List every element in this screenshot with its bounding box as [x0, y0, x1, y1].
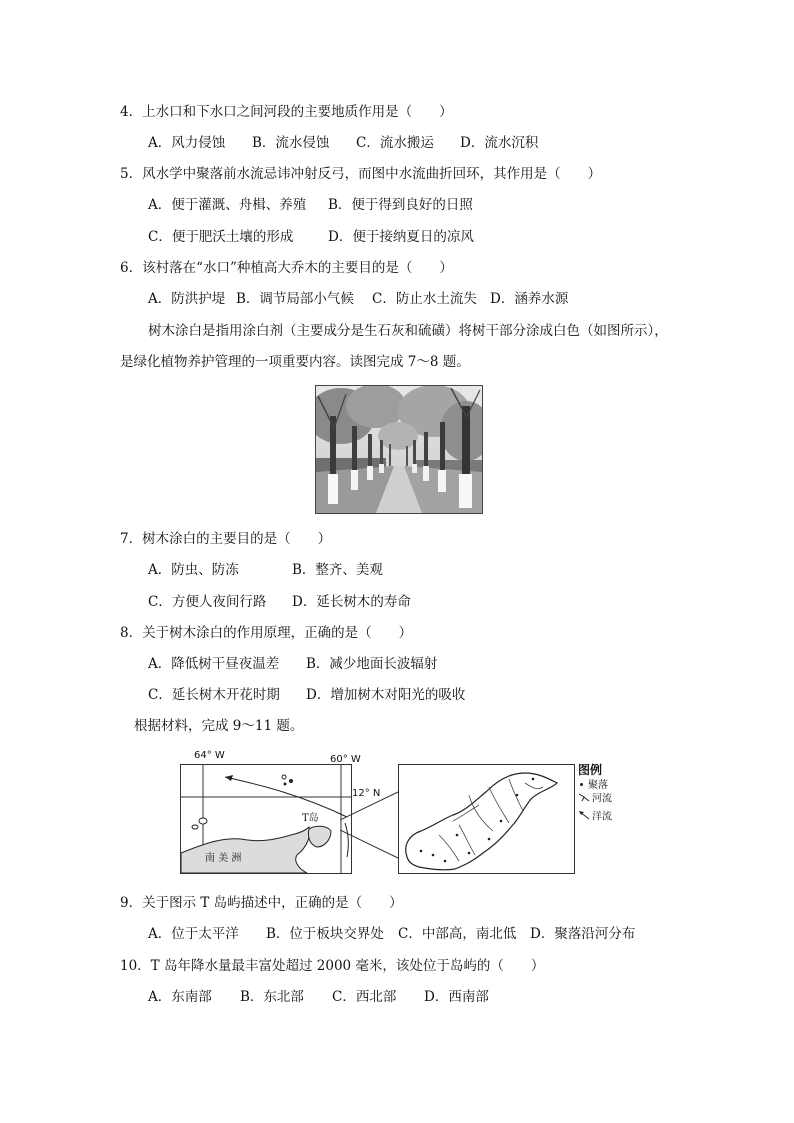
longitude-left-label: 64° W: [194, 750, 225, 761]
q9-option-c: C．中部高，南北低: [398, 926, 517, 942]
q8-option-a: A．降低树干昼夜温差: [148, 656, 280, 672]
ocean-current-arrow-icon: [578, 810, 590, 824]
q8-option-b: B．减少地面长波辐射: [306, 656, 438, 672]
q10-option-c: C．西北部: [332, 989, 397, 1005]
q6-option-c: C．防止水土流失: [372, 291, 477, 307]
q8-option-d: D．增加树木对阳光的吸收: [306, 687, 466, 703]
legend-item-river: [578, 792, 648, 806]
q4-option-d: D．流水沉积: [460, 135, 539, 151]
q9-options: [148, 925, 635, 943]
q6-options: [148, 290, 568, 308]
legend-item-settlement: [578, 779, 648, 792]
q5-options-row2: [148, 228, 474, 246]
q7-option-c: C．方便人夜间行路: [148, 594, 267, 610]
q7-option-a: A．防虫、防冻: [148, 562, 239, 578]
q6-option-a: A．防洪护堤: [148, 291, 226, 307]
intro-7-8-line1: 树木涂白是指用涂白剂（主要成分是生石灰和硫磺）将树干部分涂成白色（如图所示），: [148, 323, 668, 339]
map-legend: [578, 764, 648, 824]
intro-7-8-line2: 是绿化植物养护管理的一项重要内容。读图完成 7～8 题。: [120, 354, 470, 370]
regional-map: [180, 764, 352, 874]
q8-options-row1: [148, 655, 437, 673]
q9-option-b: B．位于板块交界处: [266, 926, 384, 942]
q7-option-b: B．整齐、美观: [292, 562, 383, 578]
q4-stem: 4．上水口和下水口之间河段的主要地质作用是（ ）: [120, 104, 453, 120]
q8-option-c: C．延长树木开花时期: [148, 687, 280, 703]
river-icon: [578, 792, 590, 806]
q9-option-d: D．聚落沿河分布: [530, 926, 636, 942]
continent-label: 南 美 洲: [205, 853, 242, 864]
legend-item-current: [578, 810, 648, 824]
legend-current-label: 洋流: [592, 811, 612, 823]
q4-option-c: C．流水搬运: [356, 135, 434, 151]
legend-settlement-label: 聚落: [588, 780, 608, 791]
settlement-dot-icon: [580, 783, 583, 786]
island-detail-map: [398, 764, 575, 874]
q5-options-row1: [148, 196, 473, 214]
latitude-label: 12° N: [352, 788, 381, 799]
island-detail-drawing: [399, 765, 574, 873]
q5-option-c: C．便于肥沃土壤的形成: [148, 229, 294, 245]
legend-river-label: 河流: [592, 793, 612, 805]
q7-options-row1: [148, 561, 383, 579]
q7-option-d: D．延长树木的寿命: [292, 594, 411, 610]
q5-stem: 5．风水学中聚落前水流忌讳冲射反弓，而图中水流曲折回环，其作用是（ ）: [120, 166, 602, 182]
q4-options: [148, 134, 538, 152]
q7-stem: 7．树木涂白的主要目的是（ ）: [120, 531, 332, 547]
q10-option-a: A．东南部: [148, 989, 212, 1005]
q10-options: [148, 988, 489, 1006]
intro-9-11: 根据材料，完成 9～11 题。: [134, 718, 304, 734]
q9-stem: 9．关于图示 T 岛屿描述中，正确的是（ ）: [120, 895, 403, 911]
q6-option-b: B．调节局部小气候: [236, 291, 354, 307]
q10-option-b: B．东北部: [240, 989, 304, 1005]
tree-whitewash-photo: [315, 385, 483, 514]
q10-option-d: D．西南部: [424, 989, 489, 1005]
tree-photo-illustration: [316, 386, 482, 513]
longitude-right-label: 60° W: [330, 754, 361, 765]
q4-option-a: A．风力侵蚀: [148, 135, 226, 151]
zoom-connector: [340, 790, 400, 860]
q5-option-d: D．便于接纳夏日的凉风: [328, 229, 474, 245]
q4-option-b: B．流水侵蚀: [252, 135, 330, 151]
caribbean-map-figure: [180, 750, 650, 876]
q5-option-b: B．便于得到良好的日照: [328, 197, 473, 213]
q10-stem: 10．T 岛年降水量最丰富处超过 2000 毫米，该处位于岛屿的（ ）: [120, 958, 545, 974]
island-t-label: T岛: [301, 809, 320, 824]
legend-title: 图例: [578, 763, 603, 777]
q6-option-d: D．涵养水源: [490, 291, 569, 307]
q8-stem: 8．关于树木涂白的作用原理，正确的是（ ）: [120, 625, 413, 641]
q7-options-row2: [148, 593, 411, 611]
q5-option-a: A．便于灌溉、舟楫、养殖: [148, 197, 307, 213]
q6-stem: 6．该村落在“水口”种植高大乔木的主要目的是（ ）: [120, 260, 453, 276]
q9-option-a: A．位于太平洋: [148, 926, 239, 942]
q8-options-row2: [148, 686, 465, 704]
